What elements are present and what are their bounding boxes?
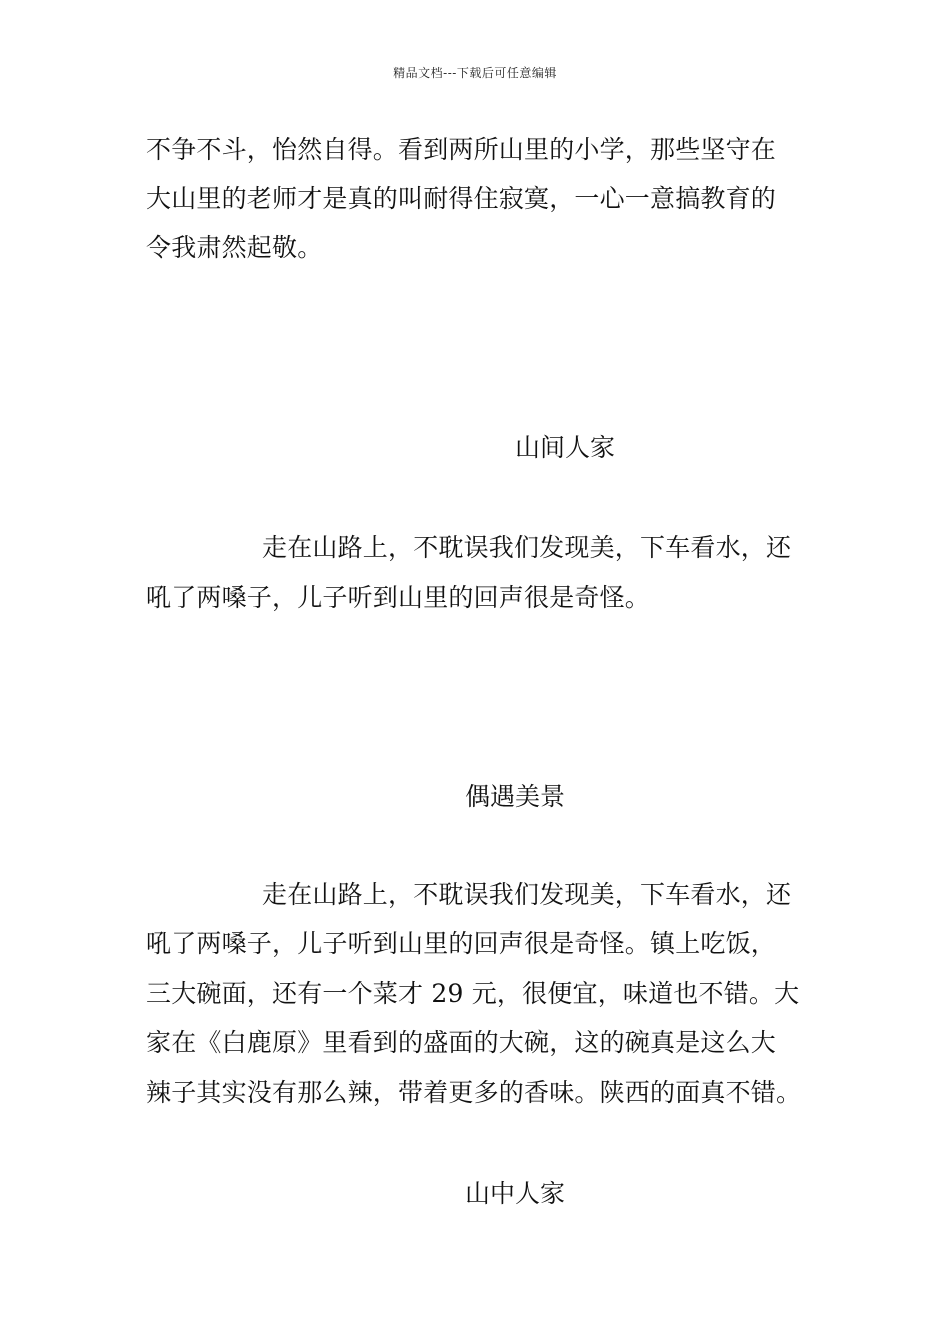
page-header: 精品文档---下载后可任意编辑 xyxy=(393,66,557,80)
paragraph-line: 大山里的老师才是真的叫耐得住寂寞，一心一意搞教育的 xyxy=(146,184,777,213)
paragraph-line: 三大碗面，还有一个菜才 29 元，很便宜，味道也不错。大 xyxy=(146,979,800,1008)
paragraph-line: 令我肃然起敬。 xyxy=(146,233,323,262)
paragraph-line: 吼了两嗓子，儿子听到山里的回声很是奇怪。镇上吃饭， xyxy=(146,929,777,958)
section-title: 山中人家 xyxy=(465,1179,566,1208)
paragraph-line: 家在《白鹿原》里看到的盛面的大碗，这的碗真是这么大 xyxy=(146,1028,777,1057)
paragraph-line: 吼了两嗓子，儿子听到山里的回声很是奇怪。 xyxy=(146,583,651,612)
section-title: 偶遇美景 xyxy=(465,782,566,811)
paragraph-line: 走在山路上，不耽误我们发现美，下车看水，还 xyxy=(262,533,792,562)
paragraph-line: 走在山路上，不耽误我们发现美，下车看水，还 xyxy=(262,880,792,909)
section-title: 山间人家 xyxy=(515,433,616,462)
paragraph-line: 辣子其实没有那么辣，带着更多的香味。陕西的面真不错。 xyxy=(146,1078,802,1107)
paragraph-line: 不争不斗，怡然自得。看到两所山里的小学，那些坚守在 xyxy=(146,135,777,164)
